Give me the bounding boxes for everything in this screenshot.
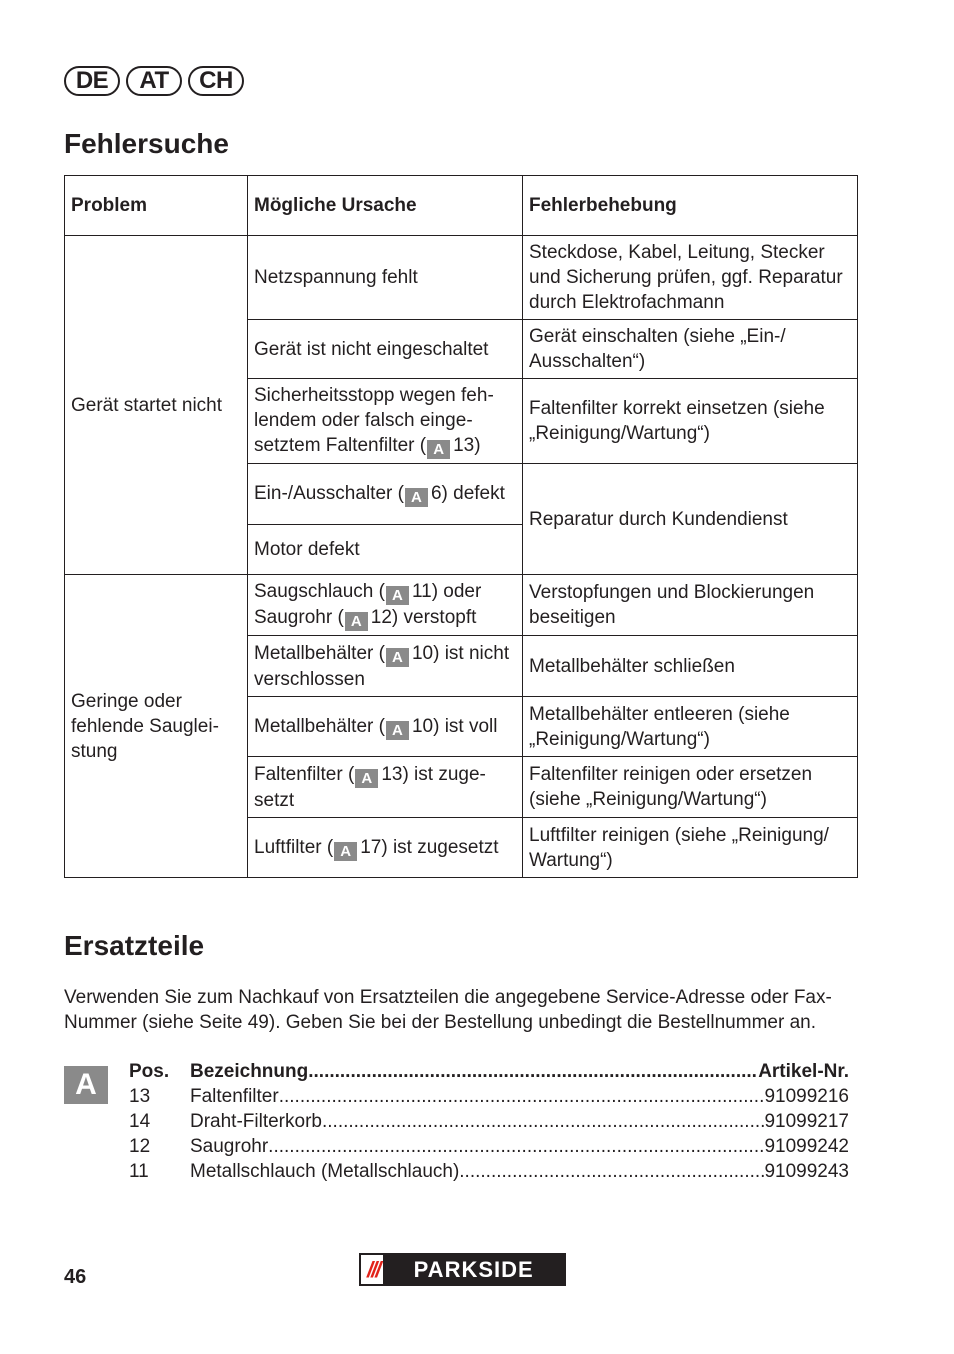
part-number: 91099242: [764, 1136, 849, 1157]
page-number: 46: [64, 1266, 87, 1288]
figure-a-icon: A: [386, 648, 409, 667]
figure-a-icon: A: [427, 440, 450, 459]
cause-cell: [248, 636, 523, 697]
spare-parts-heading: Ersatzteile: [64, 930, 205, 961]
troubleshooting-table: [64, 175, 858, 878]
cause-cell: [248, 464, 523, 525]
cause-text: Luftfilter (: [254, 836, 334, 858]
list-item: [129, 1109, 849, 1134]
fix-cell: Verstopfungen und Blockierungen beseitigen: [523, 575, 858, 636]
cause-cell: [248, 575, 523, 636]
cause-text: 12) verstopft: [370, 607, 477, 628]
parts-header-name: Bezeichnung: [190, 1061, 309, 1082]
cause-text: Sicherheitsstopp wegen fehlendem oder falsch eingesetztem Faltenfilter (: [254, 385, 494, 456]
fix-cell: Luftfilter reinigen (siehe „Reinigung/ Wartung“): [523, 818, 858, 878]
part-name: Draht-Filterkorb: [190, 1111, 322, 1132]
cause-cell: [248, 697, 523, 757]
leader-dots: [322, 1109, 764, 1134]
header-problem: Problem: [65, 176, 248, 236]
part-number: 91099216: [764, 1086, 849, 1107]
cause-text: Metallbehälter (: [254, 642, 385, 664]
part-name: Metallschlauch (Metallschlauch): [190, 1161, 460, 1182]
part-name: Saugrohr: [190, 1136, 269, 1157]
troubleshooting-heading: Fehlersuche: [64, 128, 229, 159]
part-name: Faltenfilter: [190, 1086, 279, 1107]
parts-header-row: [129, 1059, 849, 1084]
cause-text: Saugschlauch (: [254, 581, 385, 602]
figure-a-icon: A: [64, 1066, 108, 1104]
cause-cell: [248, 818, 523, 878]
fix-cell: Faltenfilter reinigen oder ersetzen (siehe „Reinigung/Wartung“): [523, 757, 858, 818]
list-item: [129, 1159, 849, 1184]
part-number: 91099243: [764, 1161, 849, 1182]
list-item: [129, 1134, 849, 1159]
logo-slashes: ///: [367, 1256, 380, 1282]
header-cause: Mögliche Ursache: [248, 176, 523, 236]
cause-text: 13): [453, 435, 481, 456]
part-pos: 12: [129, 1136, 151, 1157]
part-pos: 14: [129, 1111, 151, 1132]
cause-text: Metallbehälter (: [254, 715, 385, 737]
cause-text: Faltenfilter (: [254, 763, 355, 785]
spare-parts-list: [129, 1059, 849, 1184]
header-fix: Fehlerbehebung: [523, 176, 858, 236]
cause-text: Ein-/Ausschalter (: [254, 483, 404, 504]
leader-dots: [308, 1059, 758, 1084]
fix-cell: Metallbehälter entleeren (siehe „Reinigung/Wartung“): [523, 697, 858, 757]
cause-cell: Netzspannung fehlt: [248, 236, 523, 320]
part-pos: 11: [129, 1161, 149, 1182]
cause-cell: [248, 379, 523, 464]
problem-cell: Gerät startet nicht: [65, 236, 248, 575]
leader-dots: [279, 1084, 765, 1109]
table-header-row: [65, 176, 858, 236]
cause-text: 6) defekt: [430, 483, 505, 504]
parts-header-number: Artikel-Nr.: [758, 1061, 849, 1082]
figure-a-icon: A: [345, 612, 368, 631]
leader-dots: [268, 1134, 764, 1159]
cause-text: 11) oder Saugrohr (: [254, 581, 482, 628]
problem-cell: Geringe oder fehlende Saugleistung: [65, 575, 248, 878]
table-row: [65, 236, 858, 320]
list-item: [129, 1084, 849, 1109]
figure-a-icon: A: [355, 769, 378, 788]
fix-cell: Faltenfilter korrekt einsetzen (siehe „Reinigung/Wartung“): [523, 379, 858, 464]
figure-a-icon: A: [386, 721, 409, 740]
fix-cell: Reparatur durch Kundendienst: [523, 464, 858, 575]
cause-text: 13) ist zugesetzt: [254, 763, 486, 811]
leader-dots: [459, 1159, 764, 1184]
cause-text: 17) ist zugesetzt: [360, 836, 499, 858]
figure-a-icon: A: [334, 842, 357, 861]
country-badge-de: DE: [64, 66, 120, 96]
cause-text: 10) ist nicht verschlossen: [254, 642, 510, 690]
cause-cell: Gerät ist nicht eingeschaltet: [248, 320, 523, 379]
country-badge-ch: CH: [188, 66, 244, 96]
spare-parts-intro: Verwenden Sie zum Nachkauf von Ersatzteilen die angegebene Service-Adresse oder Fax-Nummer (siehe Seite 49). Geben Sie bei der Bestellung unbedingt die Bestellnummer an.: [64, 987, 832, 1033]
cause-text: 10) ist voll: [411, 715, 498, 737]
cause-cell: [248, 757, 523, 818]
fix-cell: Steckdose, Kabel, Leitung, Stecker und Sicherung prüfen, ggf. Reparatur durch Elektrofachmann: [523, 236, 858, 320]
cause-cell: Motor defekt: [248, 525, 523, 575]
fix-cell: Gerät einschalten (siehe „Ein-/ Ausschalten“): [523, 320, 858, 379]
country-badge-at: AT: [126, 66, 182, 96]
part-number: 91099217: [764, 1111, 849, 1132]
parkside-logo: [359, 1253, 566, 1286]
part-pos: 13: [129, 1086, 151, 1107]
fix-cell: Metallbehälter schließen: [523, 636, 858, 697]
figure-a-icon: A: [405, 488, 428, 507]
figure-a-icon: A: [386, 586, 409, 605]
table-row: [65, 575, 858, 636]
logo-text: PARKSIDE: [383, 1255, 564, 1284]
country-badges: [64, 66, 244, 96]
parts-header-pos: Pos.: [129, 1061, 170, 1082]
